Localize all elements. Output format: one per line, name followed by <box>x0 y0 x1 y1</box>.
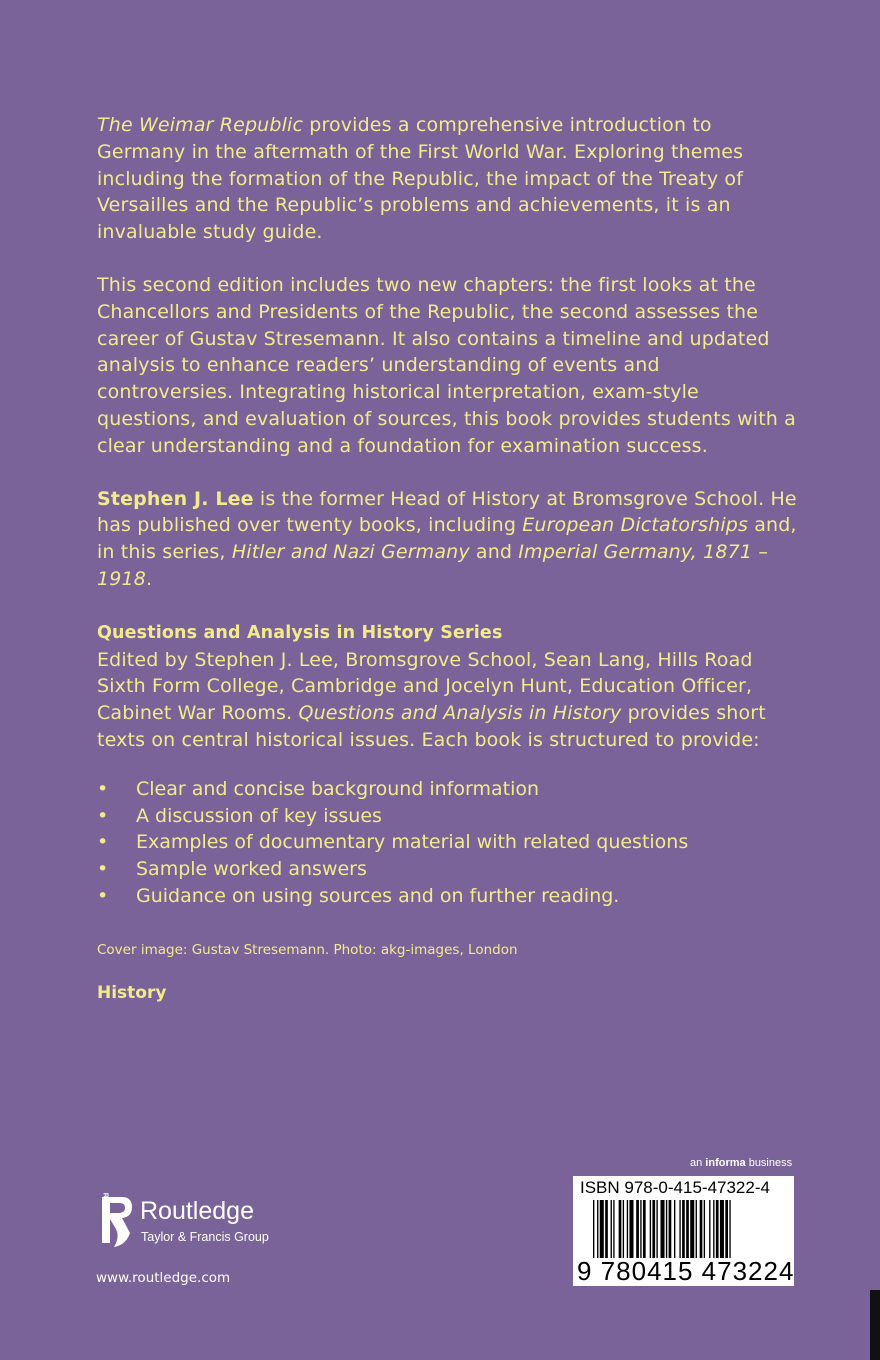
author-book-1: European Dictatorships <box>522 514 749 537</box>
ean-number: 9 780415 473224 <box>577 1256 795 1286</box>
barcode-bar <box>652 1200 655 1258</box>
barcode-bar <box>597 1200 598 1258</box>
barcode-bar <box>679 1200 680 1258</box>
barcode-bar <box>716 1200 719 1258</box>
barcode-bar <box>725 1200 728 1258</box>
informa-pre: an <box>690 1157 706 1169</box>
barcode-bar <box>686 1200 689 1258</box>
barcode-bar <box>682 1200 685 1258</box>
isbn-barcode <box>573 1176 794 1286</box>
list-item <box>97 803 797 830</box>
barcode-bar <box>613 1200 614 1258</box>
book-title: The Weimar Republic <box>97 114 304 136</box>
series-text-1: Edited by Stephen J. Lee, Bromsgrove School, Sean Lang, Hills Road Sixth Form College, Cambridge and Jocelyn Hunt, Education Officer, Cabinet War Rooms. <box>97 648 753 725</box>
list-item-text: A discussion of key issues <box>136 804 382 827</box>
barcode-bar <box>674 1200 675 1258</box>
author-bio <box>97 486 797 593</box>
barcode-bar <box>709 1200 710 1258</box>
barcode-bar <box>704 1200 705 1258</box>
barcode-bar <box>690 1200 694 1258</box>
logo-vertical-text: ROUTLEDGE <box>101 1192 109 1241</box>
barcode-bar <box>643 1200 646 1258</box>
blurb-paragraph-2 <box>97 272 797 460</box>
barcode-bar <box>669 1200 672 1258</box>
author-book-2: Hitler and Nazi Germany <box>231 541 470 564</box>
list-item <box>97 856 797 883</box>
barcode-bar <box>650 1200 651 1258</box>
informa-tagline <box>690 1157 792 1169</box>
barcode-bar <box>666 1200 667 1258</box>
barcode-bar <box>627 1200 628 1258</box>
barcode-bar <box>593 1200 594 1258</box>
author-name: Stephen J. Lee <box>97 487 254 510</box>
blurb-paragraph-1 <box>97 112 797 246</box>
list-item <box>97 776 797 803</box>
publisher-name: Routledge <box>140 1197 254 1225</box>
routledge-logo <box>96 1193 296 1253</box>
publisher-website: www.routledge.com <box>96 1270 231 1286</box>
subject-category: History <box>97 982 167 1003</box>
barcode-bar <box>629 1200 633 1258</box>
author-bio-text-1: is the former Head of History at Bromsgrove School. He has published over twenty books, including <box>97 487 797 537</box>
series-title: Questions and Analysis in History Series <box>97 622 503 643</box>
cover-caption: Cover image: Gustav Stresemann. Photo: akg-images, London <box>97 941 518 958</box>
blurb-text-2: This second edition includes two new chapters: the first looks at the Chancellors and Presidents of the Republic, the second assesses the career of Gustav Stresemann. It also contains a timeline and updated analysis to enhance readers’ understanding of events and controversies. Integrating historical interpretation, exam-style questions, and evaluation of sources, this book provides students with a clear understanding and a foundation for examination success. <box>97 273 796 457</box>
series-text-2: provides short texts on central historical issues. Each book is structured to provide: <box>97 702 766 751</box>
author-bio-text-4: . <box>145 567 153 590</box>
list-item-text: Clear and concise background information <box>136 777 540 800</box>
list-item <box>97 883 797 910</box>
informa-post: business <box>745 1157 793 1169</box>
barcode-bar <box>623 1200 624 1258</box>
list-item-text: Guidance on using sources and on further reading. <box>136 884 620 907</box>
edge-strip <box>870 1290 880 1360</box>
author-bio-text-2: and, in this series, <box>97 514 797 564</box>
bullet-icon: • <box>97 831 109 854</box>
barcode-bar <box>600 1200 604 1258</box>
barcode-bars <box>593 1200 787 1258</box>
barcode-bar <box>605 1200 608 1258</box>
bullet-icon: • <box>97 804 109 827</box>
blurb-text-1: provides a comprehensive introduction to Germany in the aftermath of the First World War. Exploring themes including the formation of the Republic, the impact of the Treaty of Versailles and the Republic’s problems and achievements, it is an invaluable study guide. <box>97 114 744 244</box>
barcode-bar <box>700 1200 703 1258</box>
bullet-icon: • <box>97 884 109 907</box>
barcode-bar <box>696 1200 697 1258</box>
barcode-bar <box>656 1200 657 1258</box>
series-section <box>97 619 797 754</box>
series-name-italic: Questions and Analysis in History <box>298 702 622 725</box>
barcode-bar <box>640 1200 641 1258</box>
barcode-bar <box>611 1200 612 1258</box>
author-book-3: Imperial Germany, 1871 – 1918 <box>97 541 768 590</box>
back-cover-text <box>97 112 797 1003</box>
barcode-bar <box>661 1200 665 1258</box>
series-bullet-list <box>97 776 797 910</box>
bullet-icon: • <box>97 858 109 881</box>
barcode-bar <box>636 1200 639 1258</box>
isbn-label: ISBN 978-0-415-47322-4 <box>580 1178 770 1197</box>
author-bio-text-3: and <box>469 541 519 564</box>
list-item-text: Sample worked answers <box>136 858 367 881</box>
list-item <box>97 829 797 856</box>
list-item-text: Examples of documentary material with related questions <box>136 831 689 854</box>
bullet-icon: • <box>97 777 109 800</box>
barcode-bar <box>720 1200 724 1258</box>
publisher-group: Taylor & Francis Group <box>141 1230 269 1244</box>
barcode-bar <box>729 1200 730 1258</box>
informa-word: informa <box>705 1157 746 1169</box>
barcode-bar <box>713 1200 714 1258</box>
barcode-bar <box>619 1200 622 1258</box>
